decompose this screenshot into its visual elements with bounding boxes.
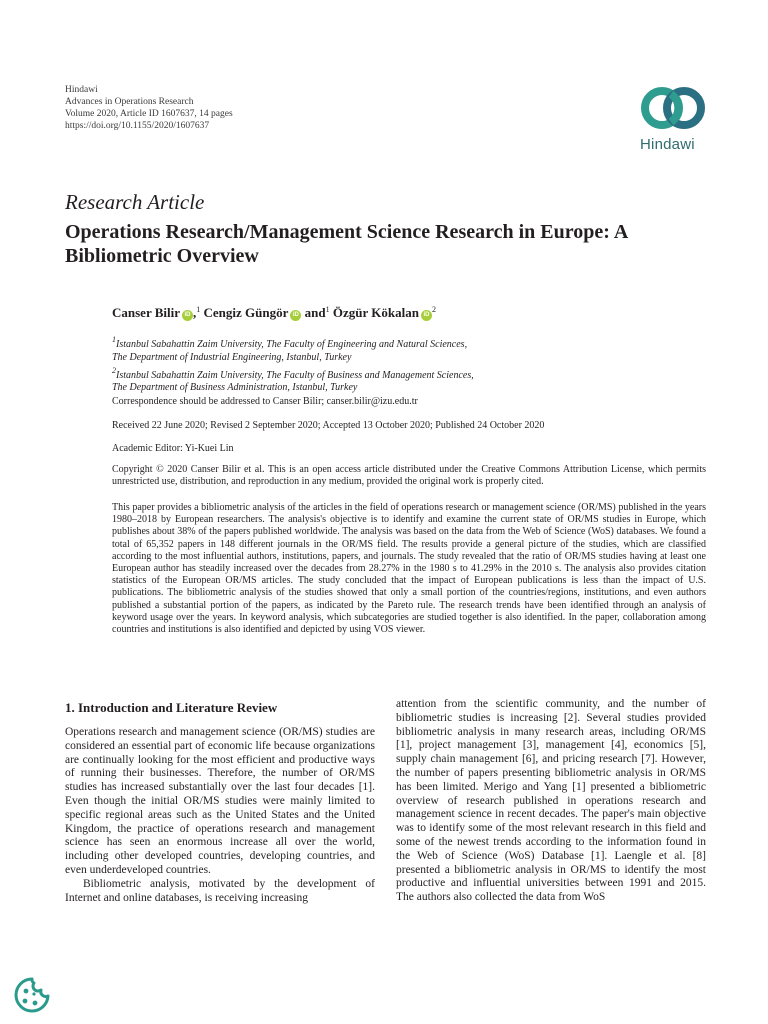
correspondence: Correspondence should be addressed to Canser Bilir; canser.bilir@izu.edu.tr	[112, 396, 418, 407]
orcid-icon[interactable]: iD	[290, 310, 301, 321]
author-name[interactable]: Cengiz Güngör	[203, 305, 289, 320]
journal-name: Advances in Operations Research	[65, 97, 194, 107]
author-name[interactable]: Canser Bilir	[112, 305, 181, 320]
article-type: Research Article	[65, 190, 205, 214]
body-paragraph: Bibliometric analysis, motivated by the development of Internet and online databases, is receiving increasing	[65, 877, 375, 904]
cookie-settings-icon[interactable]	[12, 975, 52, 1015]
author-name[interactable]: Özgür Kökalan	[332, 305, 419, 320]
doi-link[interactable]: https://doi.org/10.1155/2020/1607637	[65, 121, 210, 131]
affiliation-line	[112, 352, 474, 365]
body-paragraph: Operations research and management science (OR/MS) studies are considered an essential part of economic life because organizations are continually looking for the most efficient and productive ways of running their businesses. Therefore, the number of OR/MS studies has increased substantially over the last four decades [1]. Even though the initial OR/MS studies were mainly limited to specific regional areas such as the United States and the United Kingdom, the practice of operations research and management science has seen an enormous increase all over the world, including other developed countries, developing countries, and even underdeveloped countries.	[65, 726, 375, 876]
logo-text: Hindawi	[640, 136, 695, 153]
affil-text: Istanbul Sabahattin Zaim University, The Faculty of Engineering and Natural Sciences,	[116, 339, 468, 350]
orcid-icon[interactable]: iD	[421, 310, 432, 321]
author-list	[112, 305, 436, 321]
affil-sup: 2	[112, 365, 116, 375]
hindawi-logo[interactable]	[638, 84, 710, 154]
affil-sup: 1	[112, 335, 116, 344]
orcid-icon[interactable]: iD	[182, 310, 193, 321]
journal-meta	[65, 84, 233, 132]
author-sep: and	[301, 305, 326, 320]
author-affil-sup: 2	[431, 305, 436, 314]
affiliation-line	[112, 334, 474, 352]
copyright-notice: Copyright © 2020 Canser Bilir et al. This is an open access article distributed under the Creative Commons Attribution License, which permits unrestricted use, distribution, and reproduction in any medium, provided the original work is properly cited.	[112, 464, 706, 488]
abstract: This paper provides a bibliometric analysis of the articles in the field of operations research or management science (OR/MS) published in the years 1980–2018 by European researchers. The analysis's objective is to identify and examine the current state of OR/MS studies in Europe, which publishes about 38% of the papers published worldwide. The analysis was based on the data from the Web of Science (WoS) databases. We found a total of 65,352 papers in 148 different journals in the OR/MS field. The results provide a general picture of the studies, which are classified according to the most influential authors, institutions, papers, and journals. The study revealed that the ratio of OR/MS studies having at least one European author has steadily increased over the decades from 28.27% in the 1980 s to 41.29% in the 2010 s. The analysis also provides citation statistics of the European OR/MS articles. The study concluded that the impact of European publications is less than the impact of U.S. publications. The bibliometric analysis of the studies showed that only a small portion of the countries/regions, institutions, and even authors published a substantial portion of the papers, as indicated by the Pareto rule. The research trends have been identified through an analysis of keyword usage over the years. In keyword analysis, which subcategories are studied together is also identified. In the paper, collaboration among countries and institutions is also identified and depicted by using VOS viewer.	[112, 502, 706, 636]
author-affil-sup: 1	[325, 305, 330, 314]
affil-text: Istanbul Sabahattin Zaim University, The Faculty of Business and Management Sciences,	[116, 369, 474, 381]
left-column	[65, 726, 375, 905]
right-column	[396, 698, 706, 905]
affiliations	[112, 334, 474, 395]
paper-title: Operations Research/Management Science Research in Europe: A Bibliometric Overview	[65, 221, 628, 267]
affil-text: The Department of Business Administration, Istanbul, Turkey	[112, 382, 358, 394]
publisher-name: Hindawi	[65, 85, 98, 95]
publication-dates: Received 22 June 2020; Revised 2 September 2020; Accepted 13 October 2020; Published 24 October 2020	[112, 420, 545, 431]
body-paragraph: attention from the scientific community, and the number of bibliometric studies is increasing [2]. Several studies provided bibliometric analysis in many research areas, including OR/MS [1], project management [3], management [4], economics [5], supply chain management [6], and pricing research [7]. However, the number of papers presenting bibliometric analysis in OR/MS has been limited. Merigo and Yang [1] presented a bibliometric overview of research published in operations research and management science in recent decades. The paper's main objective was to identify some of the most relevant research in this field and some of the newest trends according to the information found in the Web of Science (WoS) Database [1]. Laengle et al. [8] presented a bibliometric analysis in OR/MS to identify the most productive and influential universities between 1991 and 2015. The authors also collected the data from WoS	[396, 698, 706, 904]
cookie-icon	[12, 975, 52, 1015]
author-affil-sup: 1	[196, 305, 201, 314]
hindawi-rings-icon	[638, 84, 710, 136]
affiliation-line	[112, 382, 474, 395]
affiliation-line	[112, 365, 474, 383]
section-heading: 1. Introduction and Literature Review	[65, 700, 278, 715]
volume-info: Volume 2020, Article ID 1607637, 14 pages	[65, 109, 233, 119]
author-sep: ,	[193, 305, 197, 320]
academic-editor: Academic Editor: Yi-Kuei Lin	[112, 443, 234, 454]
affil-text: The Department of Industrial Engineering, Istanbul, Turkey	[112, 351, 352, 363]
